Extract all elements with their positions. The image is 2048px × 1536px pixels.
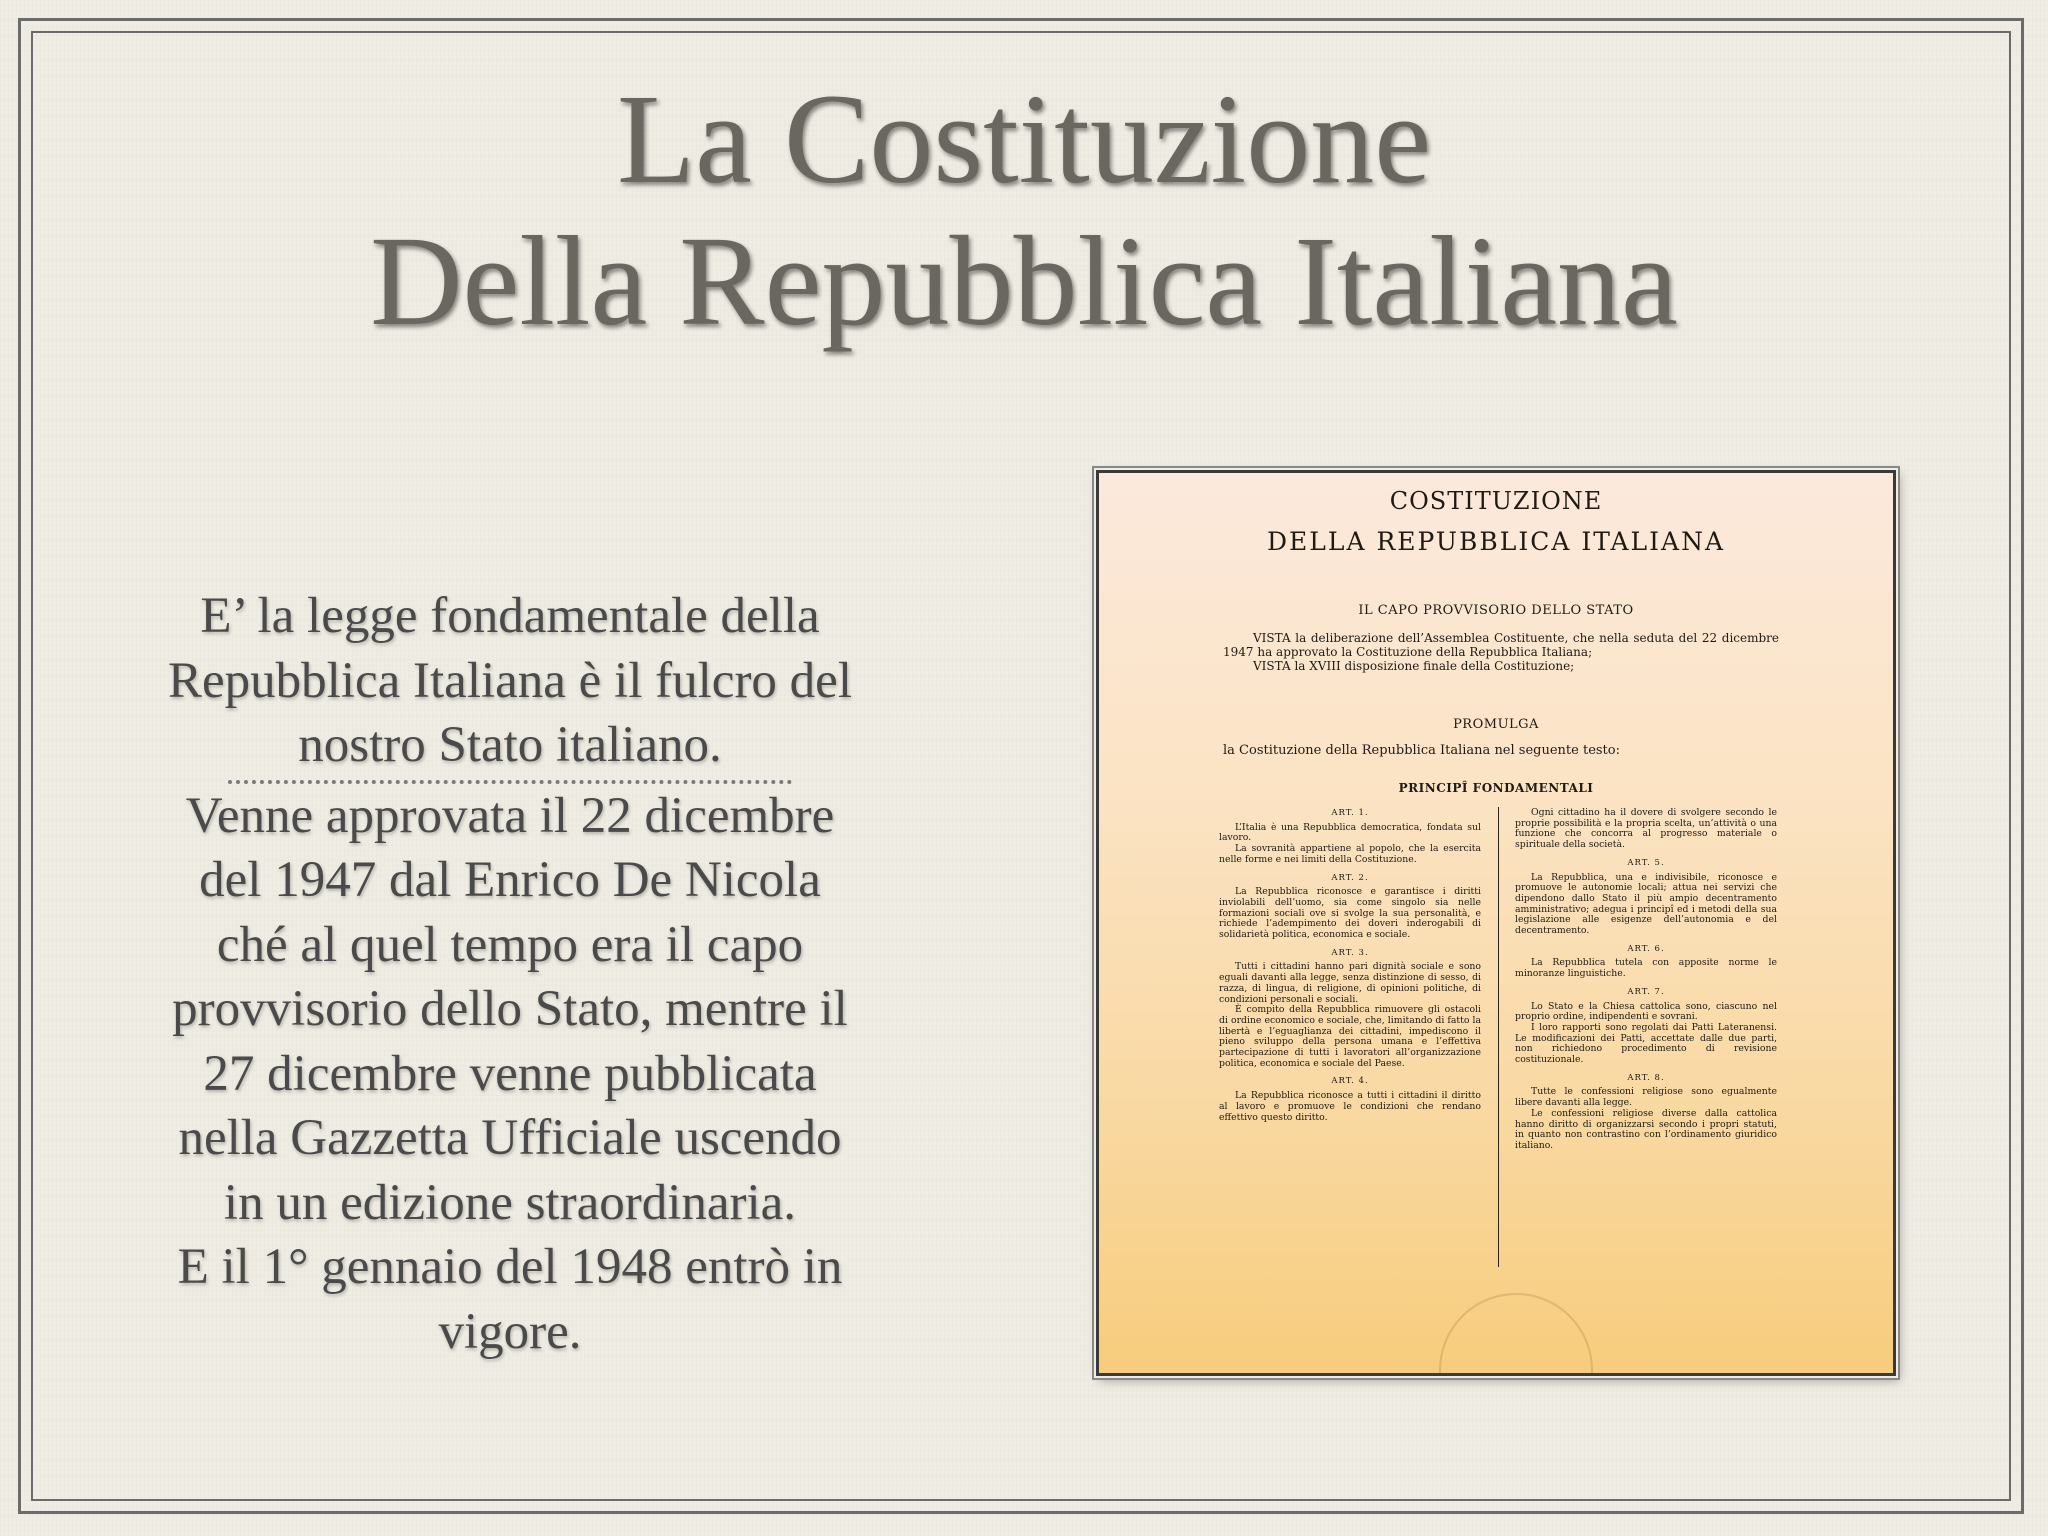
underlined-text: nostro Stato italiano. [228, 713, 792, 784]
article-text: I loro rapporti sono regolati dai Patti Lateranensi. Le modificazioni dei Patti, accettate dalle due parti, non richiedono procedimento di revisione costituzionale. [1515, 1021, 1777, 1066]
article-text: La Repubblica riconosce a tutti i cittadini il diritto al lavoro e promuove le condizioni che rendano effettivo questo diritto. [1219, 1090, 1481, 1123]
title-line-2: Della Repubblica Italiana [370, 210, 1678, 352]
doc-seguente: la Costituzione della Repubblica Italiana nel seguente testo: [1223, 743, 1620, 758]
doc-capo-heading: IL CAPO PROVVISORIO DELLO STATO [1358, 603, 1634, 618]
article-heading: ART. 1. [1331, 808, 1369, 818]
doc-column-right [1515, 808, 1777, 1152]
article-text: È compito della Repubblica rimuovere gli ostacoli di ordine economico e sociale, che, limitando di fatto la libertà e l’eguaglianza dei cittadini, impediscono il pieno sviluppo della persona umana e l’effettiva partecipazione di tutti i lavoratori all’organizzazione politica, economica e sociale del Paese. [1219, 1004, 1481, 1069]
doc-vista-1: VISTA la deliberazione dell’Assemblea Costituente, che nella seduta del 22 dicembre 1947 ha approvato la Costituzione della Repubblica Italiana; [1223, 631, 1779, 659]
body-line: Venne approvata il 22 dicembre [185, 787, 835, 844]
body-line: 27 dicembre venne pubblicata [203, 1045, 817, 1102]
article-heading: ART. 7. [1627, 986, 1665, 997]
article-heading: ART. 5. [1627, 857, 1665, 868]
article-text: Le confessioni religiose diverse dalla cattolica hanno diritto di organizzarsi secondo i propri statuti, in quanto non contrastino con l’ordinamento giuridico italiano. [1515, 1107, 1777, 1151]
doc-vista-2: VISTA la XVIII disposizione finale della Costituzione; [1253, 659, 1575, 673]
body-line-underlined [130, 713, 890, 784]
constitution-document-image [1096, 470, 1896, 1376]
article-text: Lo Stato e la Chiesa cattolica sono, ciascuno nel proprio ordine, indipendenti e sovrani. [1515, 1000, 1777, 1023]
doc-title-1: COSTITUZIONE [1389, 487, 1603, 515]
doc-preamble [1223, 631, 1779, 673]
article-text: Tutti i cittadini hanno pari dignità sociale e sono eguali davanti alla legge, senza distinzione di sesso, di razza, di lingua, di religione, di opinioni politiche, di condizioni personali e sociali. [1219, 961, 1481, 1005]
body-line: in un edizione straordinaria. [223, 1174, 797, 1231]
body-line: nella Gazzetta Ufficiale uscendo [178, 1110, 842, 1166]
article-heading: ART. 4. [1331, 1076, 1369, 1087]
doc-promulga: PROMULGA [1453, 717, 1539, 732]
body-line: provvisorio dello Stato, mentre il [172, 981, 848, 1037]
seal-watermark-icon [1439, 1293, 1593, 1376]
body-text [130, 584, 890, 1364]
doc-column-divider [1498, 807, 1499, 1267]
slide-title [0, 68, 2048, 352]
article-text: Ogni cittadino ha il dovere di svolgere secondo le proprie possibilità e la propria scelta, un’attività o una funzione che concorra al progresso materiale o spirituale della società. [1515, 807, 1777, 851]
article-heading: ART. 2. [1331, 872, 1369, 883]
body-line: del 1947 dal Enrico De Nicola [199, 852, 821, 908]
article-heading: ART. 8. [1627, 1072, 1665, 1083]
article-text: La Repubblica riconosce e garantisce i diritti inviolabili dell’uomo, sia come singolo sia nelle formazioni sociali ove si svolge la sua personalità, e richiede l’adempimento dei doveri inderogabili di solidarietà politica, economica e sociale. [1219, 886, 1481, 941]
title-line-1: La Costituzione [616, 68, 1432, 210]
article-text: Tutte le confessioni religiose sono egualmente libere davanti alla legge. [1515, 1086, 1777, 1109]
article-text: La sovranità appartiene al popolo, che la esercita nelle forme e nei limiti della Costituzione. [1219, 843, 1481, 865]
body-line: E’ la legge fondamentale della [200, 588, 820, 644]
article-text: L’Italia è una Repubblica democratica, fondata sul lavoro. [1219, 821, 1481, 844]
article-text: La Repubblica tutela con apposite norme le minoranze linguistiche. [1515, 957, 1777, 980]
body-line: ché al quel tempo era il capo [216, 916, 804, 973]
article-heading: ART. 6. [1627, 943, 1665, 954]
doc-principi-heading: PRINCIPÎ FONDAMENTALI [1398, 781, 1594, 795]
body-line: Repubblica Italiana è il fulcro del [168, 652, 852, 709]
body-line: vigore. [438, 1303, 582, 1360]
article-heading: ART. 3. [1331, 947, 1369, 958]
doc-column-left [1219, 808, 1481, 1123]
doc-title-2: DELLA REPUBBLICA ITALIANA [1266, 527, 1726, 556]
body-line: E il 1° gennaio del 1948 entrò in [177, 1239, 843, 1295]
article-text: La Repubblica, una e indivisibile, riconosce e promuove le autonomie locali; attua nei servizi che dipendono dallo Stato il più ampio decentramento amministrativo; adegua i principî ed i metodi della sua legislazione alle esigenze dell’autonomia e del decentramento. [1515, 871, 1777, 937]
